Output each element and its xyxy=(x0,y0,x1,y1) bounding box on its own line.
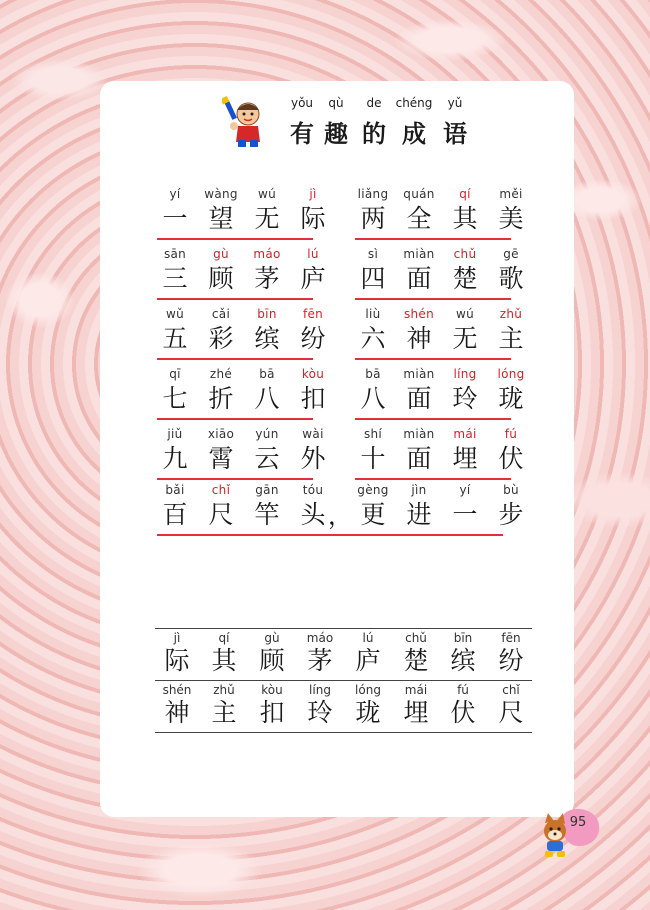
hanzi: 缤 xyxy=(450,646,476,675)
hanzi: 楚 xyxy=(452,264,478,293)
title-pinyin: yǔ xyxy=(447,96,463,110)
pinyin: liǎng xyxy=(357,187,389,201)
hanzi: 埋 xyxy=(403,698,429,727)
pinyin: qí xyxy=(218,631,230,645)
pinyin: fēn xyxy=(302,307,324,321)
hanzi: 面 xyxy=(406,444,432,473)
idiom-cell xyxy=(203,426,239,476)
hanzi: 际 xyxy=(164,646,190,675)
page-number: 95 xyxy=(569,815,587,830)
hanzi: 伏 xyxy=(450,698,476,727)
idiom-cell xyxy=(493,306,529,356)
title-char: 的 xyxy=(362,119,386,148)
red-underline xyxy=(355,298,511,300)
proverb-cell xyxy=(295,482,331,532)
hanzi: 尺 xyxy=(208,500,234,529)
hanzi: 折 xyxy=(208,384,234,413)
idiom-cell xyxy=(203,306,239,356)
pinyin: měi xyxy=(499,187,523,201)
idiom-item xyxy=(157,366,326,424)
review-cell xyxy=(489,630,533,676)
proverb-cell xyxy=(493,482,529,532)
pinyin: mái xyxy=(453,427,477,441)
idiom-cell xyxy=(401,246,437,296)
hanzi: 主 xyxy=(211,698,237,727)
hanzi: 际 xyxy=(300,204,326,233)
red-underline xyxy=(355,478,511,480)
proverb-cell xyxy=(447,482,483,532)
pinyin: lóng xyxy=(497,367,525,381)
hanzi: 面 xyxy=(406,264,432,293)
cartoon-fox-icon xyxy=(535,805,605,861)
hanzi: 面 xyxy=(406,384,432,413)
pinyin: máo xyxy=(306,631,334,645)
idiom-cell xyxy=(295,246,331,296)
pinyin: yún xyxy=(255,427,279,441)
pinyin: zhǔ xyxy=(213,683,235,697)
idiom-cell xyxy=(447,246,483,296)
review-cell xyxy=(155,630,199,676)
idiom-cell xyxy=(447,186,483,236)
pinyin: qí xyxy=(459,187,471,201)
red-underline xyxy=(157,478,313,480)
hanzi: 无 xyxy=(452,324,478,353)
proverb-cell xyxy=(355,482,391,532)
pinyin: bīn xyxy=(257,307,277,321)
hanzi: 扣 xyxy=(300,384,326,413)
review-cell xyxy=(394,630,438,676)
review-rule xyxy=(155,732,532,733)
review-cell xyxy=(346,682,390,728)
pinyin: qī xyxy=(169,367,181,381)
hanzi: 百 xyxy=(162,500,188,529)
pinyin: wǔ xyxy=(165,307,185,321)
hanzi: 四 xyxy=(360,264,386,293)
title-char: 有 xyxy=(290,119,314,148)
hanzi: 庐 xyxy=(355,646,381,675)
pinyin: líng xyxy=(453,367,477,381)
review-cell xyxy=(250,630,294,676)
hanzi: 一 xyxy=(452,500,478,529)
red-underline xyxy=(157,418,313,420)
idiom-cell xyxy=(401,426,437,476)
pinyin: jì xyxy=(309,187,317,201)
hanzi: 两 xyxy=(360,204,386,233)
pinyin: fú xyxy=(457,683,469,697)
pinyin: jìn xyxy=(411,483,427,497)
review-cell xyxy=(202,682,246,728)
pinyin: fēn xyxy=(501,631,521,645)
pinyin: chǔ xyxy=(453,247,477,261)
pinyin: wú xyxy=(257,187,277,201)
hanzi: 茅 xyxy=(307,646,333,675)
hanzi: 五 xyxy=(162,324,188,353)
pinyin: gèng xyxy=(357,483,389,497)
idiom-cell xyxy=(203,246,239,296)
hanzi: 纷 xyxy=(498,646,524,675)
pinyin: lú xyxy=(362,631,374,645)
review-cell xyxy=(394,682,438,728)
title-char: 趣 xyxy=(324,119,348,148)
idiom-cell xyxy=(295,306,331,356)
pinyin: shén xyxy=(162,683,192,697)
review-cell xyxy=(346,630,390,676)
idiom-cell xyxy=(355,246,391,296)
pinyin: chǐ xyxy=(211,483,231,497)
hanzi: 十 xyxy=(360,444,386,473)
review-rule xyxy=(155,680,532,681)
pinyin: gù xyxy=(264,631,280,645)
title-pinyin: chéng xyxy=(395,96,433,110)
hanzi: 伏 xyxy=(498,444,524,473)
idiom-cell xyxy=(249,246,285,296)
idiom-item xyxy=(355,306,524,364)
hanzi: 玲 xyxy=(307,698,333,727)
hanzi: 望 xyxy=(208,204,234,233)
title-char: 语 xyxy=(443,119,467,148)
pinyin: miàn xyxy=(403,247,435,261)
hanzi: 步 xyxy=(498,500,524,529)
pinyin: bù xyxy=(503,483,519,497)
hanzi: 霄 xyxy=(208,444,234,473)
hanzi: 其 xyxy=(452,204,478,233)
idiom-cell xyxy=(249,366,285,416)
red-underline xyxy=(157,238,313,240)
red-underline xyxy=(157,298,313,300)
hanzi: 九 xyxy=(162,444,188,473)
idiom-cell xyxy=(447,306,483,356)
title-pinyin: yǒu xyxy=(290,96,314,110)
idiom-item xyxy=(355,366,525,424)
hanzi: 顾 xyxy=(208,264,234,293)
pinyin: chǔ xyxy=(405,631,427,645)
hanzi: 八 xyxy=(360,384,386,413)
hanzi: 其 xyxy=(211,646,237,675)
pinyin: shí xyxy=(363,427,383,441)
idiom-cell xyxy=(355,366,391,416)
comma: ， xyxy=(328,502,352,530)
review-cell xyxy=(202,630,246,676)
hanzi: 主 xyxy=(498,324,524,353)
hanzi: 全 xyxy=(406,204,432,233)
pinyin: bīn xyxy=(453,631,473,645)
hanzi: 珑 xyxy=(498,384,524,413)
red-underline xyxy=(355,358,511,360)
pinyin: bā xyxy=(365,367,381,381)
review-cell xyxy=(298,630,342,676)
idiom-item xyxy=(157,426,326,484)
idiom-cell xyxy=(401,306,437,356)
idiom-cell xyxy=(157,306,193,356)
hanzi: 扣 xyxy=(259,698,285,727)
hanzi: 茅 xyxy=(254,264,280,293)
idiom-item xyxy=(157,246,326,304)
idiom-cell xyxy=(203,366,239,416)
idiom-item xyxy=(157,186,326,244)
pinyin: tóu xyxy=(302,483,324,497)
pinyin: gān xyxy=(255,483,279,497)
idiom-cell xyxy=(295,426,331,476)
red-underline xyxy=(157,534,503,536)
pinyin: cǎi xyxy=(211,307,231,321)
pinyin: jì xyxy=(173,631,181,645)
hanzi: 庐 xyxy=(300,264,326,293)
idiom-cell xyxy=(493,186,529,236)
hanzi: 神 xyxy=(164,698,190,727)
hanzi: 竿 xyxy=(254,500,280,529)
pinyin: zhǔ xyxy=(499,307,523,321)
pinyin: lú xyxy=(307,247,319,261)
proverb-cell xyxy=(401,482,437,532)
pinyin: bǎi xyxy=(165,483,185,497)
pinyin: sì xyxy=(367,247,379,261)
hanzi: 更 xyxy=(360,500,386,529)
pinyin: wài xyxy=(302,427,324,441)
hanzi: 八 xyxy=(254,384,280,413)
pinyin: kòu xyxy=(261,683,283,697)
idiom-item xyxy=(355,186,524,244)
pinyin: yí xyxy=(459,483,471,497)
pinyin: bā xyxy=(259,367,275,381)
idiom-cell xyxy=(157,426,193,476)
hanzi: 七 xyxy=(162,384,188,413)
idiom-cell xyxy=(157,246,193,296)
hanzi: 珑 xyxy=(355,698,381,727)
review-cell xyxy=(298,682,342,728)
proverb-cell xyxy=(203,482,239,532)
idiom-cell xyxy=(401,366,437,416)
pinyin: chǐ xyxy=(502,683,520,697)
pinyin: máo xyxy=(253,247,281,261)
idiom-cell xyxy=(249,426,285,476)
idiom-cell xyxy=(249,186,285,236)
hanzi: 顾 xyxy=(259,646,285,675)
idiom-cell xyxy=(447,426,483,476)
boy-with-brush-icon xyxy=(222,96,270,148)
idiom-cell xyxy=(355,426,391,476)
pinyin: yí xyxy=(169,187,181,201)
red-underline xyxy=(355,418,511,420)
pinyin: wàng xyxy=(204,187,238,201)
idiom-cell xyxy=(295,366,331,416)
review-cell xyxy=(155,682,199,728)
hanzi: 埋 xyxy=(452,444,478,473)
pinyin: mái xyxy=(404,683,428,697)
proverb-cell xyxy=(157,482,193,532)
hanzi: 缤 xyxy=(254,324,280,353)
idiom-cell xyxy=(157,366,193,416)
pinyin: wú xyxy=(455,307,475,321)
hanzi: 一 xyxy=(162,204,188,233)
pinyin: zhé xyxy=(209,367,233,381)
hanzi: 云 xyxy=(254,444,280,473)
idiom-cell xyxy=(203,186,239,236)
idiom-item xyxy=(355,426,524,484)
red-underline xyxy=(355,238,511,240)
hanzi: 玲 xyxy=(452,384,478,413)
title-pinyin: de xyxy=(366,96,382,110)
idiom-cell xyxy=(295,186,331,236)
idiom-cell xyxy=(493,426,529,476)
hanzi: 楚 xyxy=(403,646,429,675)
pinyin: gù xyxy=(213,247,229,261)
hanzi: 六 xyxy=(360,324,386,353)
pinyin: miàn xyxy=(403,427,435,441)
review-cell xyxy=(441,630,485,676)
pinyin: kòu xyxy=(301,367,325,381)
review-cell xyxy=(250,682,294,728)
pinyin: xiāo xyxy=(207,427,235,441)
hanzi: 彩 xyxy=(208,324,234,353)
idiom-cell xyxy=(355,306,391,356)
idiom-cell xyxy=(249,306,285,356)
pinyin: fú xyxy=(504,427,518,441)
idiom-cell xyxy=(493,366,529,416)
hanzi: 头 xyxy=(300,500,326,529)
hanzi: 外 xyxy=(300,444,326,473)
pinyin: quán xyxy=(403,187,435,201)
pinyin: lóng xyxy=(355,683,381,697)
idiom-cell xyxy=(447,366,483,416)
pinyin: shén xyxy=(403,307,435,321)
pinyin: líng xyxy=(309,683,331,697)
hanzi: 进 xyxy=(406,500,432,529)
pinyin: jiǔ xyxy=(167,427,183,441)
pinyin: sān xyxy=(163,247,187,261)
pinyin: gē xyxy=(503,247,519,261)
review-cell xyxy=(441,682,485,728)
idiom-item xyxy=(355,246,524,304)
idiom-cell xyxy=(401,186,437,236)
hanzi: 歌 xyxy=(498,264,524,293)
idiom-cell xyxy=(493,246,529,296)
idiom-cell xyxy=(157,186,193,236)
idiom-item xyxy=(157,306,326,364)
idiom-cell xyxy=(355,186,391,236)
review-rule xyxy=(155,628,532,629)
pinyin: miàn xyxy=(403,367,435,381)
hanzi: 尺 xyxy=(498,698,524,727)
hanzi: 神 xyxy=(406,324,432,353)
proverb-cell xyxy=(249,482,285,532)
hanzi: 三 xyxy=(162,264,188,293)
title-char: 成 xyxy=(402,119,426,148)
hanzi: 无 xyxy=(254,204,280,233)
pinyin: liù xyxy=(365,307,381,321)
review-cell xyxy=(489,682,533,728)
hanzi: 纷 xyxy=(300,324,326,353)
title-pinyin: qù xyxy=(328,96,344,110)
hanzi: 美 xyxy=(498,204,524,233)
red-underline xyxy=(157,358,313,360)
